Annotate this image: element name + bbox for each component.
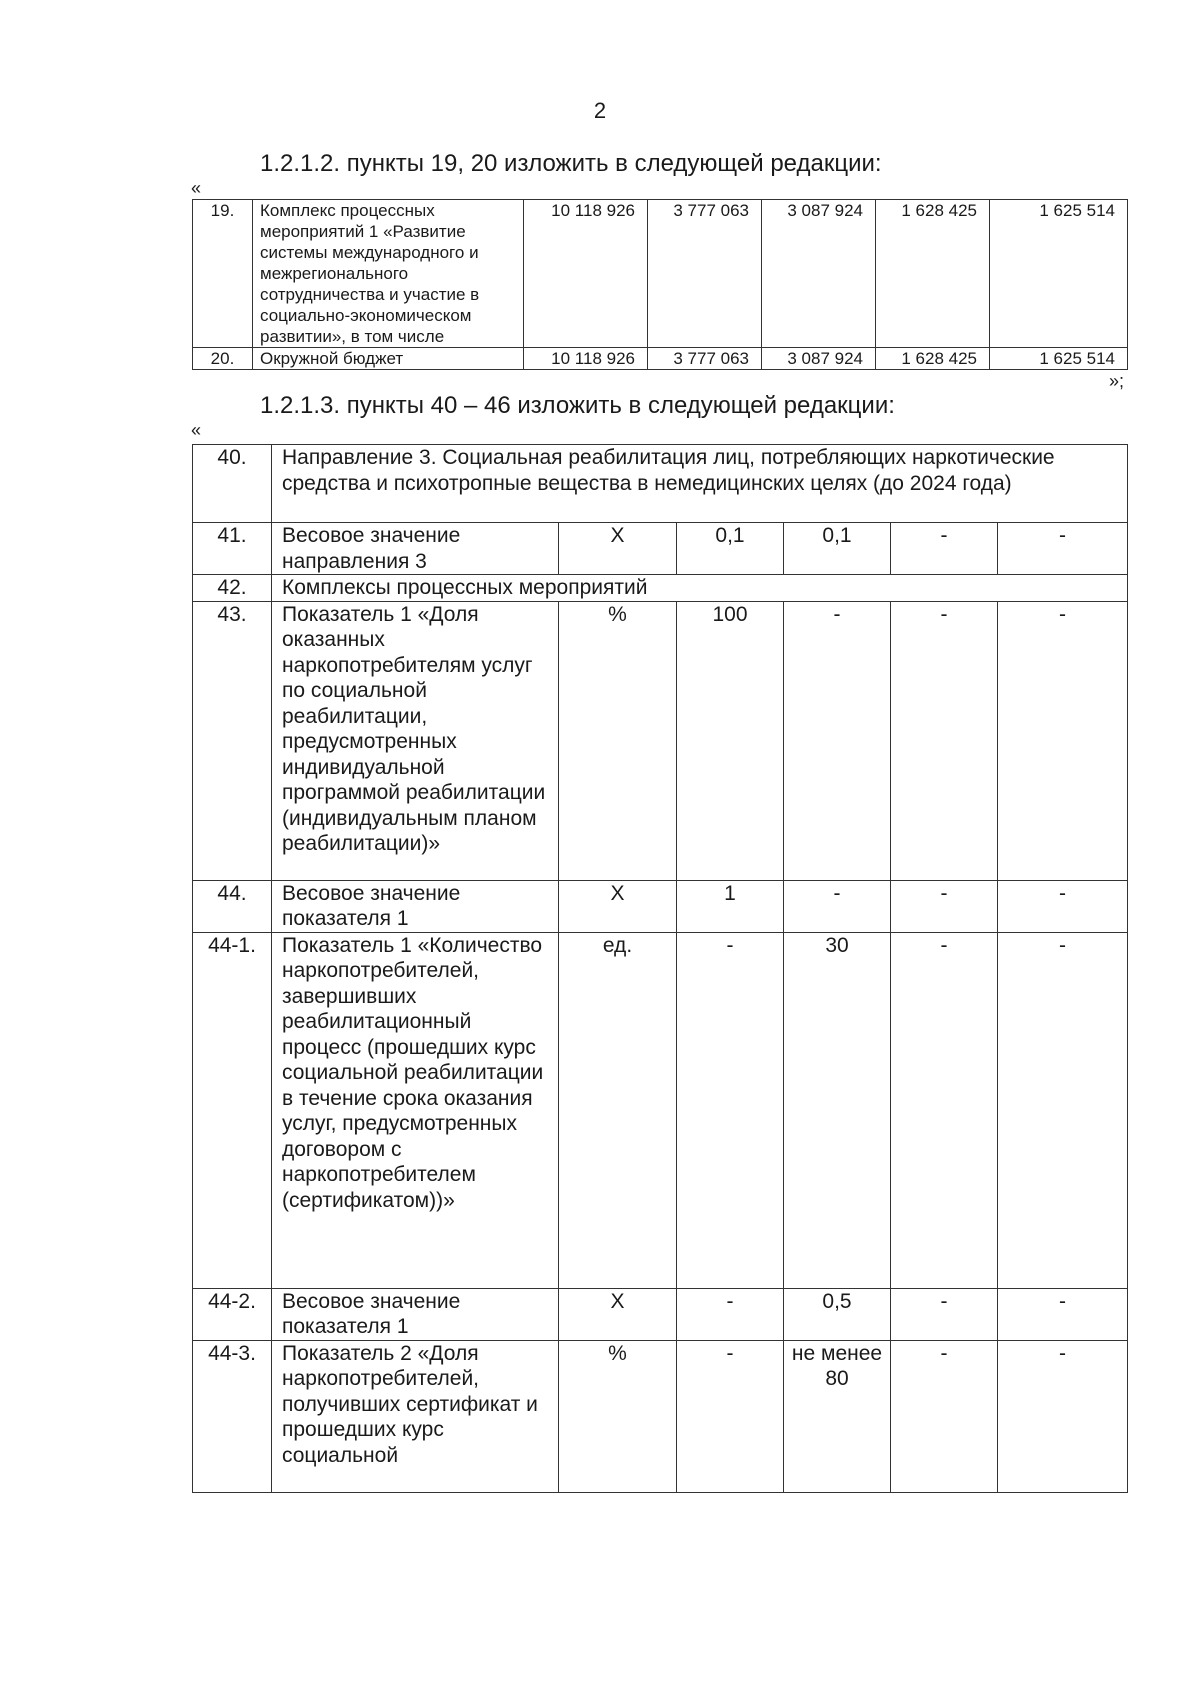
table-row bbox=[193, 601, 1128, 880]
row-name: Весовое значение направления 3 bbox=[272, 523, 559, 575]
table-row bbox=[193, 1340, 1128, 1492]
row-name: Направление 3. Социальная реабилитация лиц, потребляющих наркотические средства и психотропные вещества в немедицинских целях (до 2024 года) bbox=[272, 445, 1128, 523]
row-value: - bbox=[998, 932, 1128, 1288]
row-name: Показатель 1 «Количество наркопотребителей, завершивших реабилитационный процесс (прошедших курс социальной реабилитации в течение срока оказания услуг, предусмотренных договором с наркопотребителем (сертификатом))» bbox=[272, 932, 559, 1288]
row-value: 1 bbox=[677, 880, 784, 932]
row-value: - bbox=[891, 1340, 998, 1492]
row-value: 10 118 926 bbox=[524, 348, 648, 370]
row-name: Показатель 1 «Доля оказанных наркопотребителям услуг по социальной реабилитации, предусмотренных индивидуальной программой реабилитации (индивидуальным планом реабилитации)» bbox=[272, 601, 559, 880]
row-value: - bbox=[784, 601, 891, 880]
table-row bbox=[193, 1288, 1128, 1340]
row-value: - bbox=[677, 1288, 784, 1340]
budget-table bbox=[192, 199, 1128, 370]
row-value: 3 777 063 bbox=[648, 200, 762, 348]
row-value: - bbox=[891, 523, 998, 575]
row-unit: Х bbox=[559, 1288, 677, 1340]
row-value: - bbox=[998, 523, 1128, 575]
row-number: 43. bbox=[193, 601, 272, 880]
row-value: 3 087 924 bbox=[762, 200, 876, 348]
row-value: 0,1 bbox=[677, 523, 784, 575]
row-value: - bbox=[891, 932, 998, 1288]
table-row bbox=[193, 575, 1128, 602]
table-row bbox=[193, 880, 1128, 932]
open-quote-1: « bbox=[191, 178, 202, 198]
row-value: - bbox=[891, 601, 998, 880]
section-heading-1: 1.2.1.2. пункты 19, 20 изложить в следующей редакции: bbox=[260, 150, 882, 177]
row-value: - bbox=[891, 880, 998, 932]
section-heading-2: 1.2.1.3. пункты 40 – 46 изложить в следующей редакции: bbox=[260, 392, 895, 419]
table-row bbox=[193, 445, 1128, 523]
row-number: 40. bbox=[193, 445, 272, 523]
row-value: 3 777 063 bbox=[648, 348, 762, 370]
row-number: 44-2. bbox=[193, 1288, 272, 1340]
table-row bbox=[193, 348, 1128, 370]
row-value: - bbox=[891, 1288, 998, 1340]
close-quote-1: »; bbox=[1109, 371, 1125, 391]
row-name: Показатель 2 «Доля наркопотребителей, получивших сертификат и прошедших курс социальной bbox=[272, 1340, 559, 1492]
row-value: 0,5 bbox=[784, 1288, 891, 1340]
row-unit: % bbox=[559, 1340, 677, 1492]
row-name: Комплексы процессных мероприятий bbox=[272, 575, 1128, 602]
row-value: 10 118 926 bbox=[524, 200, 648, 348]
row-value: 1 625 514 bbox=[990, 200, 1128, 348]
table-row bbox=[193, 523, 1128, 575]
row-name: Весовое значение показателя 1 bbox=[272, 1288, 559, 1340]
row-value: 1 628 425 bbox=[876, 200, 990, 348]
row-unit: Х bbox=[559, 523, 677, 575]
row-value: 30 bbox=[784, 932, 891, 1288]
row-number: 20. bbox=[193, 348, 253, 370]
row-value: 1 625 514 bbox=[990, 348, 1128, 370]
row-name: Весовое значение показателя 1 bbox=[272, 880, 559, 932]
open-quote-2: « bbox=[191, 420, 202, 440]
indicators-table bbox=[192, 444, 1128, 1493]
row-number: 44. bbox=[193, 880, 272, 932]
row-value: - bbox=[784, 880, 891, 932]
table-row bbox=[193, 932, 1128, 1288]
row-value: - bbox=[998, 1340, 1128, 1492]
row-number: 42. bbox=[193, 575, 272, 602]
row-number: 19. bbox=[193, 200, 253, 348]
row-value: - bbox=[677, 932, 784, 1288]
table-row bbox=[193, 200, 1128, 348]
row-value: - bbox=[677, 1340, 784, 1492]
row-unit: Х bbox=[559, 880, 677, 932]
row-value: не менее 80 bbox=[784, 1340, 891, 1492]
row-unit: % bbox=[559, 601, 677, 880]
row-value: 100 bbox=[677, 601, 784, 880]
row-value: - bbox=[998, 601, 1128, 880]
row-value: - bbox=[998, 1288, 1128, 1340]
row-number: 41. bbox=[193, 523, 272, 575]
row-value: 3 087 924 bbox=[762, 348, 876, 370]
row-name: Окружной бюджет bbox=[253, 348, 524, 370]
row-number: 44-3. bbox=[193, 1340, 272, 1492]
row-value: - bbox=[998, 880, 1128, 932]
row-value: 0,1 bbox=[784, 523, 891, 575]
row-name: Комплекс процессных мероприятий 1 «Развитие системы международного и межрегионального сотрудничества и участие в социально-экономическом развитии», в том числе bbox=[253, 200, 524, 348]
row-unit: ед. bbox=[559, 932, 677, 1288]
row-number: 44-1. bbox=[193, 932, 272, 1288]
page-number: 2 bbox=[593, 98, 607, 123]
row-value: 1 628 425 bbox=[876, 348, 990, 370]
